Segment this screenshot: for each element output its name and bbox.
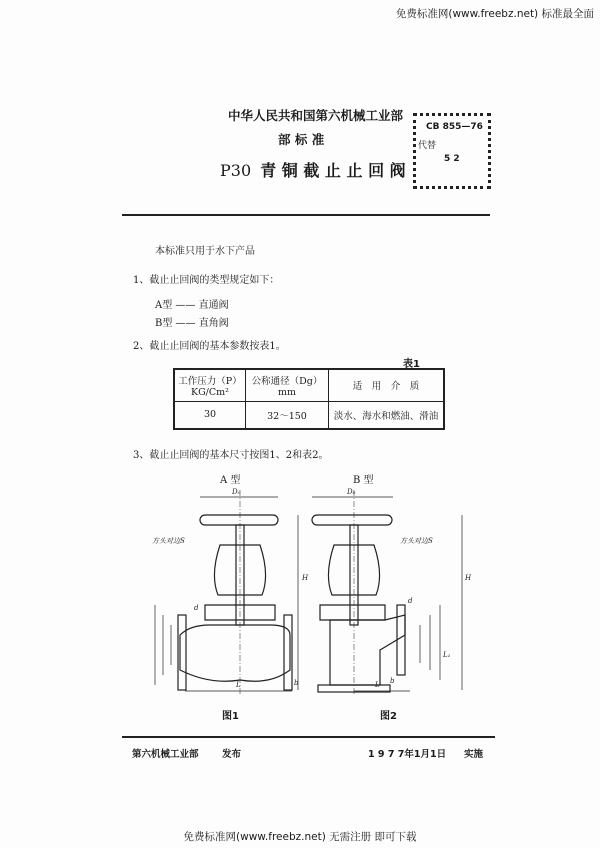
- valve-b-drawing: [312, 490, 462, 695]
- label-b-b: b: [390, 677, 395, 685]
- parameter-table: [173, 368, 445, 430]
- label-l1-b: L₁: [443, 651, 451, 659]
- watermark-top: 免费标准网(www.freebz.net) 标准最全面: [395, 8, 594, 20]
- footer-divider: [122, 736, 495, 738]
- intro-text: 本标准只用于水下产品: [155, 246, 255, 257]
- standard-number: CB 855—76: [426, 122, 483, 132]
- code-prefix: P30: [220, 161, 252, 180]
- title-text: 青 铜 截 止 止 回 阀: [260, 161, 406, 180]
- issue-label: 发布: [222, 749, 242, 760]
- label-d-a: d: [194, 604, 199, 612]
- effective-date: 1 9 7 7年1月1日: [368, 749, 447, 760]
- label-d0-b: D₀: [347, 488, 356, 496]
- label-h-a: H: [302, 574, 309, 582]
- label-h-b: H: [465, 574, 472, 582]
- section-2: 2、截止止回阀的基本参数按表1。: [133, 341, 286, 352]
- ministry-title: 中华人民共和国第六机械工业部: [228, 108, 404, 123]
- label-d-b: d: [408, 597, 413, 605]
- header-diameter: 公称通径（Dg） mm: [246, 369, 329, 401]
- label-s-b: 方头对边S: [400, 537, 433, 545]
- table-caption: 表1: [403, 359, 420, 370]
- cell-pressure: 30: [174, 401, 246, 429]
- label-d0-a: D₀: [232, 488, 241, 496]
- section-3: 3、截止止回阀的基本尺寸按图1、2和表2。: [133, 450, 329, 461]
- replaces-number: 5 2: [444, 154, 460, 164]
- label-b-a: b: [294, 679, 299, 687]
- figure-2-type: B 型: [353, 475, 374, 486]
- cell-diameter: 32～150: [246, 401, 329, 429]
- effective-label: 实施: [464, 749, 484, 760]
- label-l-b: L: [375, 681, 380, 689]
- replaces-label: 代替: [418, 141, 437, 151]
- header-pressure: 工作压力（P） KG/Cm²: [174, 369, 246, 401]
- figure-2-caption: 图2: [380, 711, 397, 722]
- watermark-bottom: 免费标准网(www.freebz.net) 无需注册 即可下载: [183, 831, 417, 843]
- figure-1-caption: 图1: [222, 711, 239, 722]
- valve-drawings: [150, 485, 480, 700]
- header-medium: 适 用 介 质: [329, 369, 445, 401]
- type-b: B型 —— 直角阀: [155, 318, 229, 329]
- section-1: 1、截止止回阀的类型规定如下：: [133, 275, 280, 286]
- type-a: A型 —— 直通阀: [155, 300, 229, 311]
- issuer: 第六机械工业部: [132, 749, 199, 760]
- standard-number-box: [413, 113, 491, 189]
- label-l-a: L: [236, 681, 241, 689]
- figure-1-type: A 型: [220, 475, 241, 486]
- header-divider: [122, 214, 490, 216]
- valve-a-drawing: [155, 490, 298, 695]
- cell-medium: 淡水、海水和燃油、滑油: [329, 401, 445, 429]
- label-s-a: 方头对边S: [152, 537, 185, 545]
- document-title: [220, 158, 406, 181]
- category-title: 部 标 准: [278, 132, 325, 147]
